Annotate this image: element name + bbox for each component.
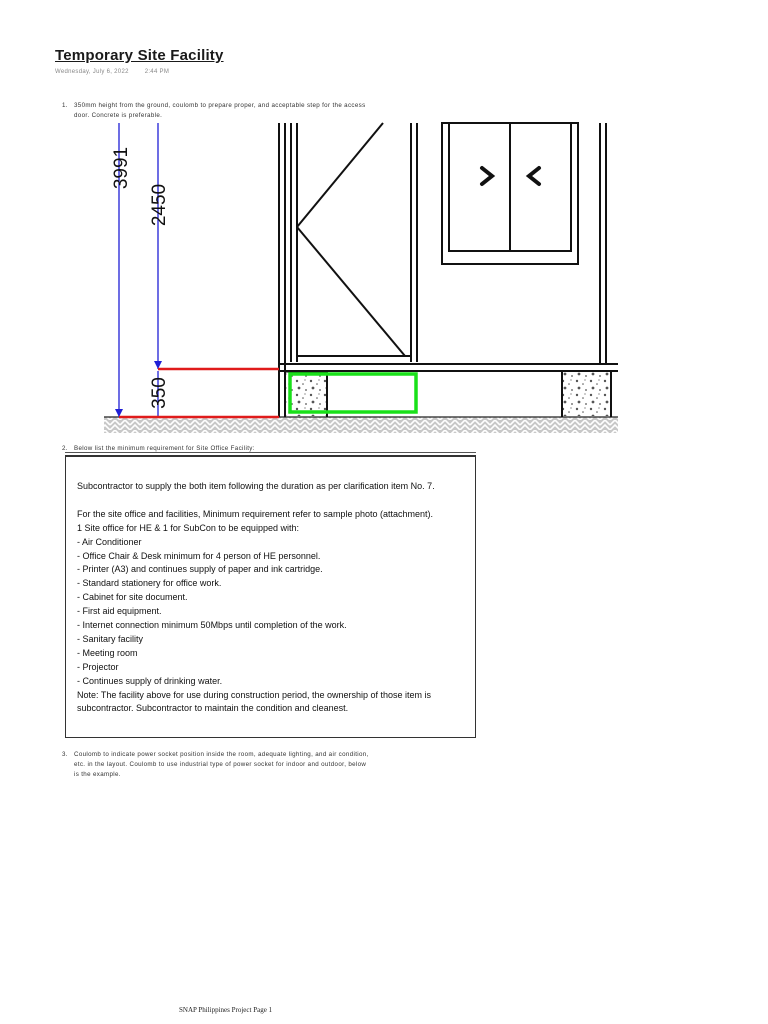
requirements-intro: Subcontractor to supply the both item following the duration as per clarification item No. 7. — [77, 481, 435, 491]
footing-right — [563, 372, 610, 416]
requirement-item: - Air Conditioner — [77, 536, 142, 547]
footing-left — [286, 372, 326, 416]
requirement-item: - Meeting room — [77, 647, 138, 658]
requirements-note-2: subcontractor. Subcontractor to maintain the condition and cleanest. — [77, 703, 349, 714]
requirement-item: - Projector — [77, 661, 119, 672]
item-number: 1. — [62, 102, 68, 109]
requirements-line-1: For the site office and facilities, Minimum requirement refer to sample photo (attachment). — [77, 508, 433, 519]
box-top-rule — [65, 452, 476, 453]
requirement-item: - Standard stationery for office work. — [77, 578, 222, 589]
requirement-item: - First aid equipment. — [77, 606, 162, 617]
page-date: Wednesday, July 6, 2022 — [55, 69, 129, 75]
requirement-item: - Internet connection minimum 50Mbps until completion of the work. — [77, 620, 347, 631]
window-arrow-left — [529, 168, 539, 184]
requirement-item: - Sanitary facility — [77, 633, 144, 644]
dimension-label-step: 350 — [149, 377, 170, 409]
requirement-item: - Printer (A3) and continues supply of paper and ink cartridge. — [77, 564, 323, 575]
page-footer: SNAP Philippines Project Page 1 — [179, 1006, 273, 1014]
requirements-note-1: Note: The facility above for use during construction period, the ownership of those item is — [77, 689, 432, 700]
requirement-item: - Office Chair & Desk minimum for 4 person of HE personnel. — [77, 550, 321, 561]
window-arrow-right — [482, 168, 492, 184]
item-text: 350mm height from the ground, coulomb to prepare proper, and acceptable step for the access door. Concrete is preferable. — [74, 102, 366, 119]
item-number: 2. — [62, 445, 68, 452]
requirement-item: - Continues supply of drinking water. — [77, 675, 223, 686]
requirements-text — [77, 480, 472, 716]
requirement-item: - Cabinet for site document. — [77, 592, 188, 603]
page-title: Temporary Site Facility — [55, 47, 224, 64]
ground-hatch — [104, 417, 618, 433]
item-text: Coulomb to indicate power socket position inside the room, adequate lighting, and air condition, etc. in the layout. Coulomb to use industrial type of power socket for indoor and outdoor, below is the example. — [74, 751, 369, 778]
requirements-line-2: 1 Site office for HE & 1 for SubCon to be equipped with: — [77, 522, 299, 533]
item-number: 3. — [62, 751, 68, 758]
item-text: Below list the minimum requirement for Site Office Facility: — [74, 445, 255, 452]
dimension-label-opening: 2450 — [149, 183, 170, 227]
page-time: 2:44 PM — [144, 69, 170, 75]
dimension-label-total: 3991 — [111, 146, 132, 190]
